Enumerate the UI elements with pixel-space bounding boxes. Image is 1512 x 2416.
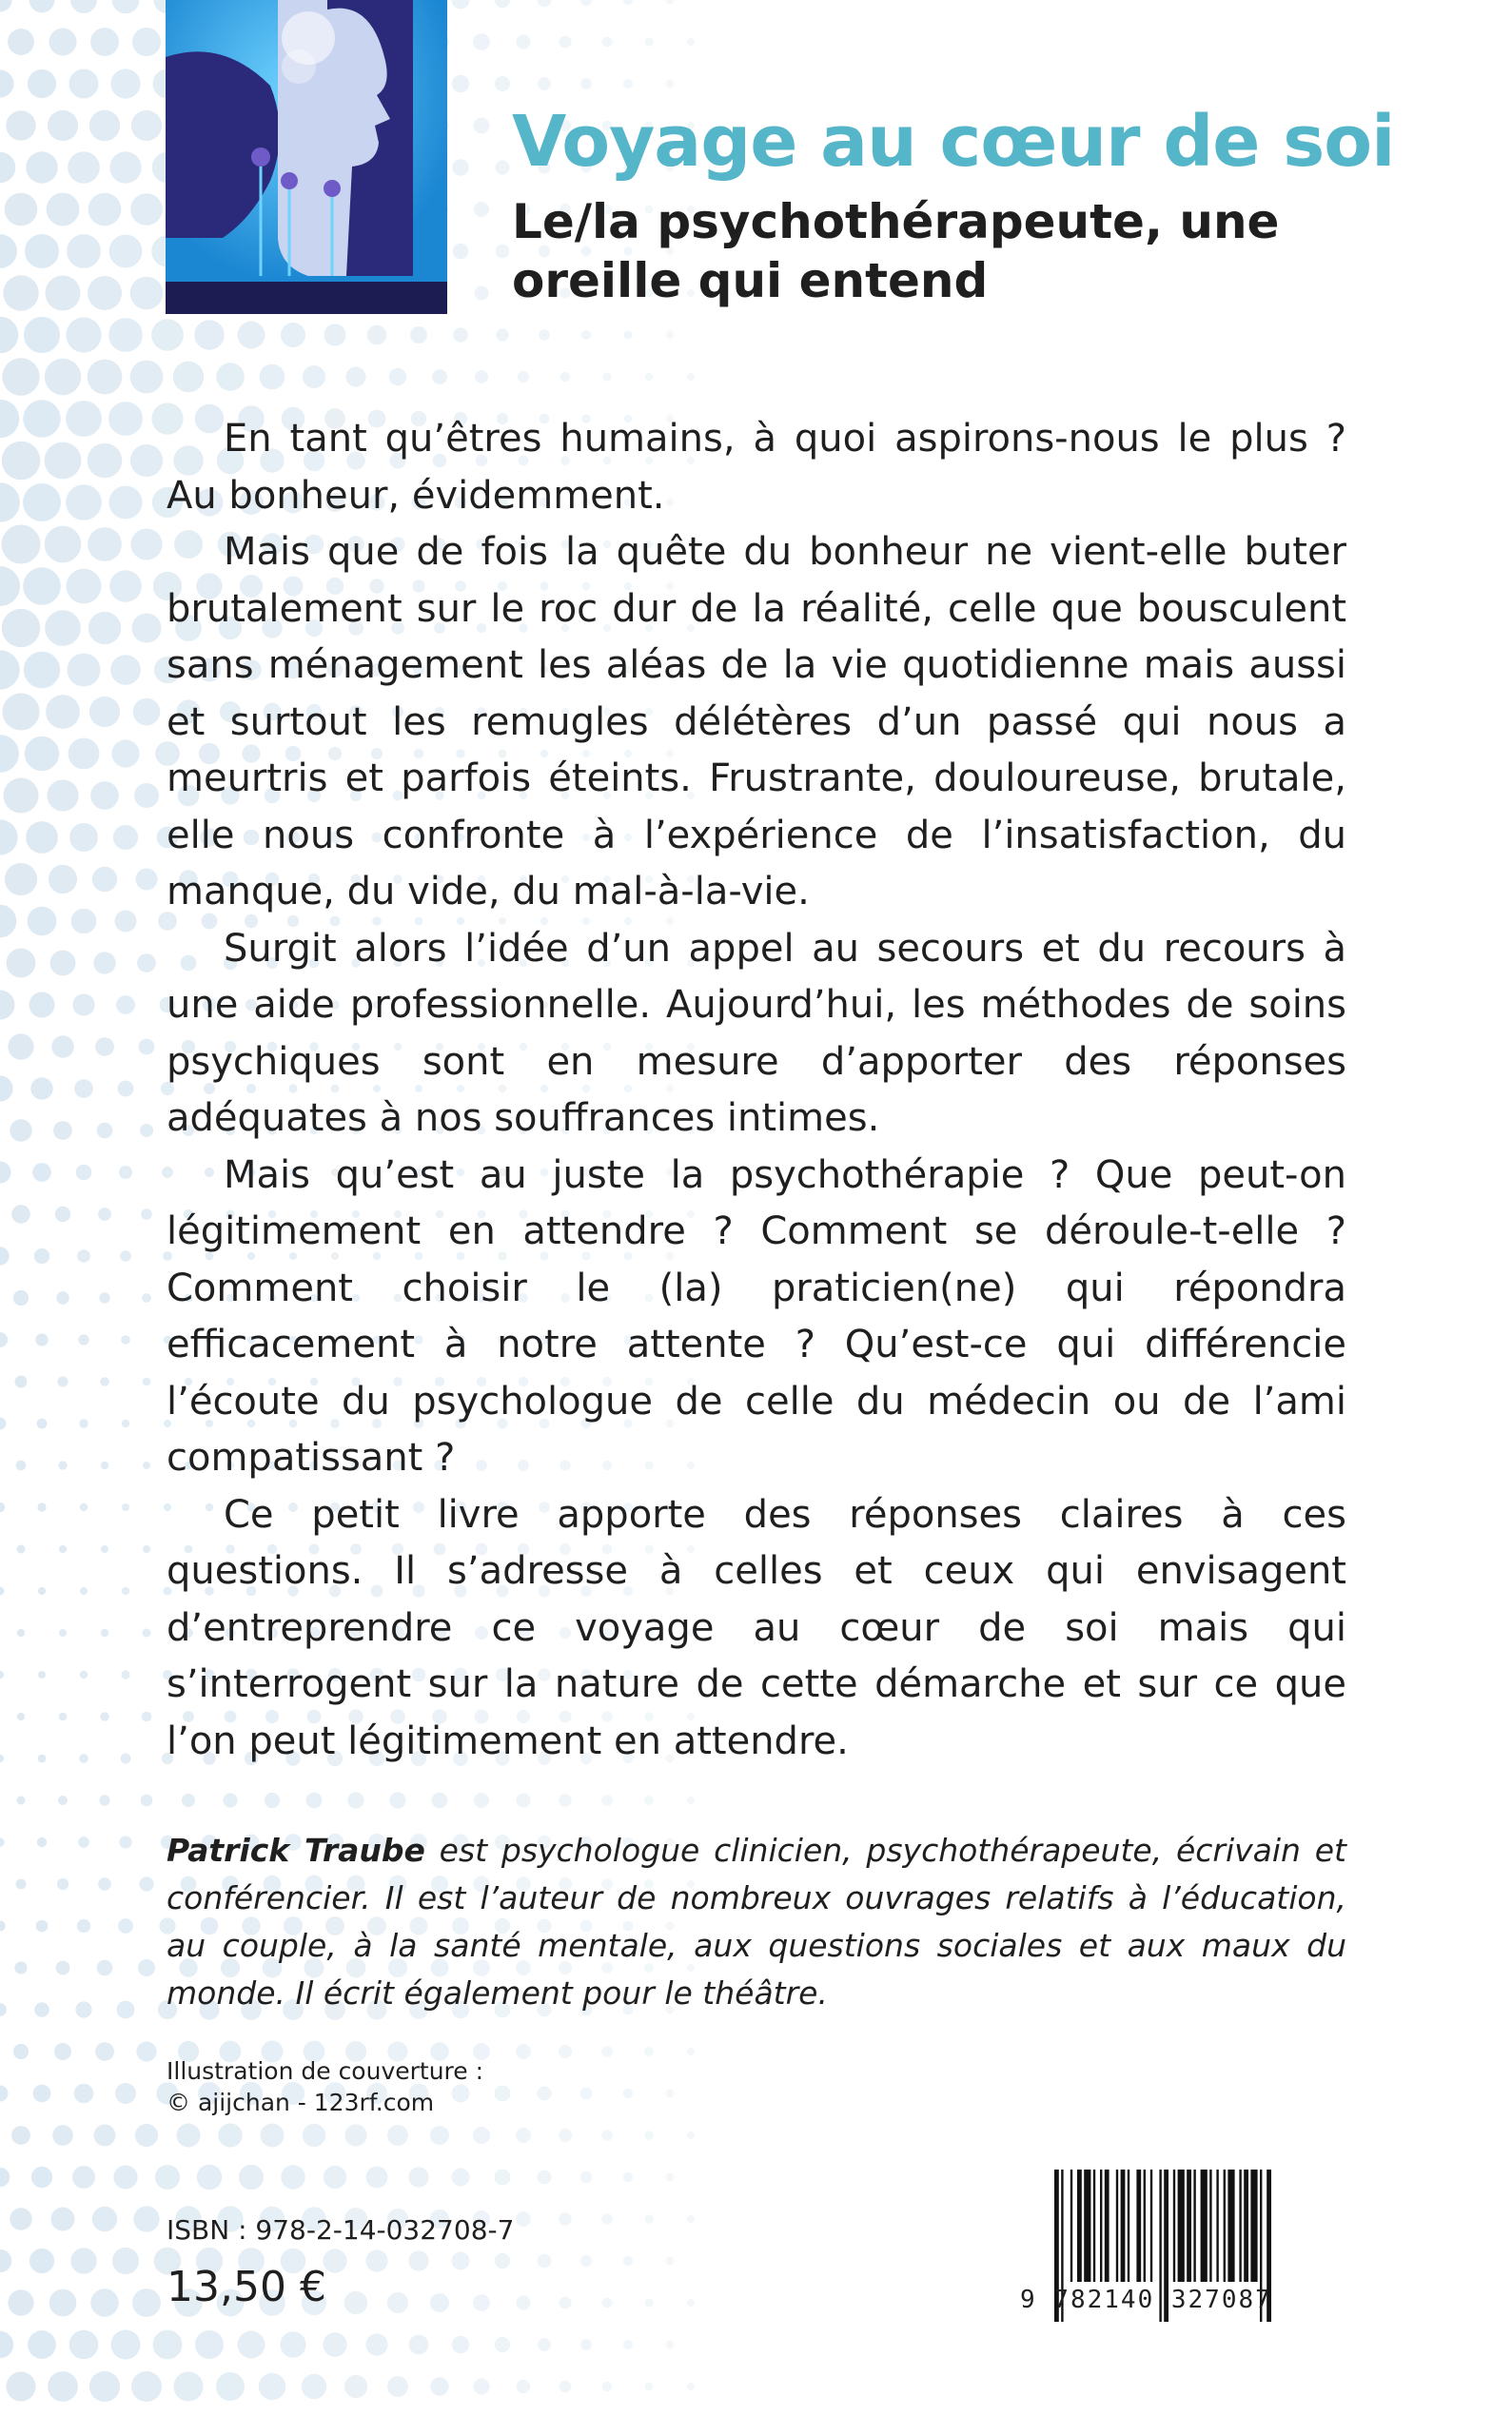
book-title: Voyage au cœur de soi	[512, 101, 1395, 183]
book-subtitle: Le/la psychothérapeute, une oreille qui entend	[512, 194, 1280, 308]
credits-label: Illustration de couverture :	[167, 2057, 484, 2085]
author-bio-text: est psychologue clinicien, psychothérapeute, écrivain et conférencier. Il est l’auteur de nombreux ouvrages relatifs à l’éducation, au couple, à la santé mentale, aux questions sociales et aux maux du monde. Il écrit également pour le théâtre.	[167, 1832, 1346, 2012]
blurb-paragraph: En tant qu’êtres humains, à quoi aspirons-nous le plus ? Au bonheur, évidemment.	[167, 417, 1346, 518]
credits-source: © ajijchan - 123rf.com	[167, 2089, 435, 2116]
author-name: Patrick Traube	[167, 1832, 425, 1869]
blurb-paragraph: Surgit alors l’idée d’un appel au secours et du recours à une aide professionnelle. Aujourd’hui, les méthodes de soins psychiques sont en mesure d’apporter des réponses adéquates à nos souffrances intimes.	[167, 926, 1346, 1140]
illustration-credits	[167, 2055, 483, 2118]
author-bio	[167, 1827, 1346, 2017]
price: 13,50 €	[167, 2263, 326, 2311]
barcode-digits: 9 782140 327087	[1020, 2286, 1272, 2314]
blurb-paragraph: Mais que de fois la quête du bonheur ne vient-elle buter brutalement sur le roc dur de la réalité, celle que bousculent sans ménagement les aléas de la vie quotidienne mais aussi et surtout les remugles délétères d’un passé qui nous a meurtris et parfois éteints. Frustrante, douloureuse, brutale, elle nous confronte à l’expérience de l’insatisfaction, du manque, du vide, du mal-à-la-vie.	[167, 530, 1346, 913]
title-block	[512, 99, 1463, 310]
blurb-text	[167, 411, 1346, 1770]
cover-illustration	[166, 0, 447, 314]
blurb-paragraph: Mais qu’est au juste la psychothérapie ? Que peut-on légitimement en attendre ? Comment se déroule-t-elle ? Comment choisir le (la) praticien(ne) qui répondra efficacement à notre attente ? Qu’est-ce qui différencie l’écoute du psychologue de celle du médecin ou de l’ami compatissant ?	[167, 1152, 1346, 1480]
blurb-paragraph: Ce petit livre apporte des réponses claires à ces questions. Il s’adresse à celles et ceux qui envisagent d’entreprendre ce voyage au cœur de soi mais qui s’interrogent sur la nature de cette démarche et sur ce que l’on peut légitimement en attendre.	[167, 1492, 1346, 1763]
isbn: ISBN : 978-2-14-032708-7	[167, 2214, 515, 2246]
